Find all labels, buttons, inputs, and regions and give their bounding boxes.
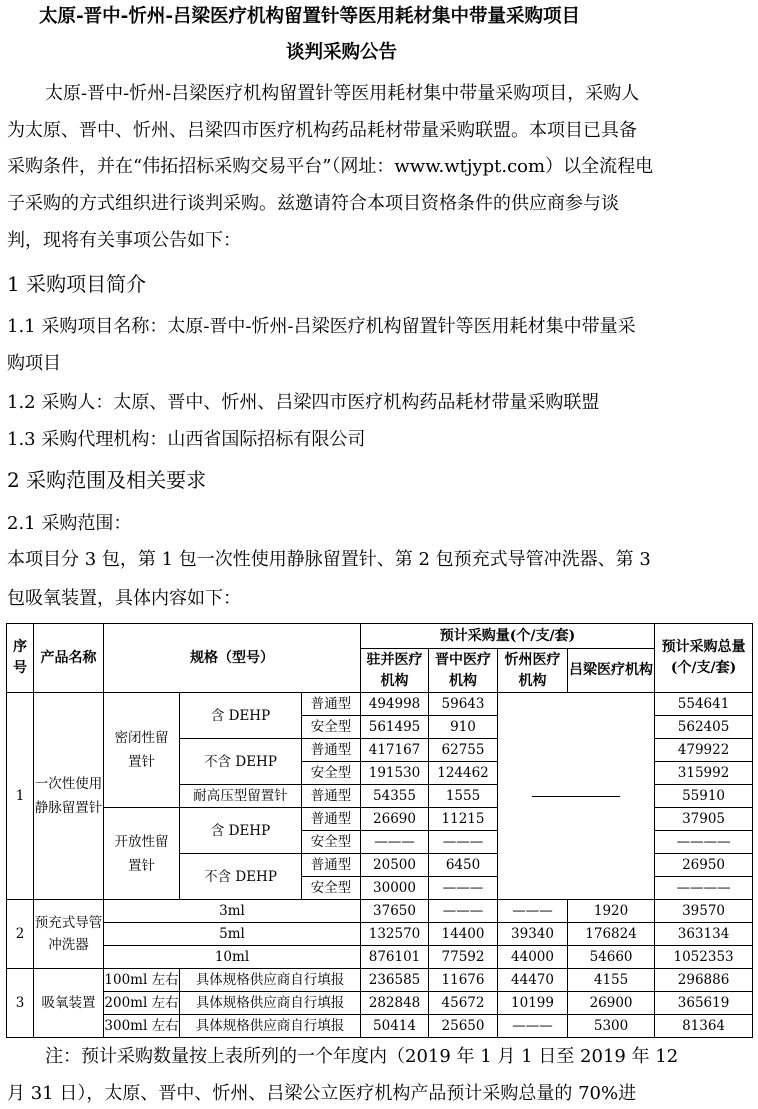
cell-taiyuan: 561495: [361, 716, 429, 739]
intro-line-3: 采购条件，并在“伟拓招标采购交易平台”（网址：www.wtjypt.com）以全流程电: [7, 156, 654, 177]
pkg3-desc: 具体规格供应商自行填报: [180, 969, 361, 992]
table-row: [7, 1015, 753, 1038]
cell-lvliang: 4155: [568, 969, 655, 992]
pkg3-product: 吸氧装置: [34, 969, 104, 1038]
type-safe: 安全型: [302, 831, 361, 854]
cell-lvliang: 176824: [568, 923, 655, 946]
pkg3-size: 200ml 左右: [104, 992, 180, 1015]
cell-taiyuan: 26690: [361, 808, 429, 831]
cell-lvliang: 5300: [568, 1015, 655, 1038]
cell-total: 37905: [655, 808, 753, 831]
cell-total: 554641: [655, 693, 753, 716]
header-jinzhong: 晋中医疗机构: [429, 649, 498, 693]
cell-taiyuan: 282848: [361, 992, 429, 1015]
header-taiyuan: 驻并医疗机构: [361, 649, 429, 693]
cell-xinzhou: ———: [498, 1015, 568, 1038]
table-row: [7, 992, 753, 1015]
cell-total: 365619: [655, 992, 753, 1015]
cell-total: ————: [655, 831, 753, 854]
cell-total: 315992: [655, 762, 753, 785]
header-xinzhou: 忻州医疗机构: [498, 649, 568, 693]
pkg1-nodehp-a: 不含 DEHP: [180, 739, 302, 785]
pkg1-blank: [498, 693, 655, 900]
intro-line-2: 为太原、晋中、忻州、吕梁四市医疗机构药品耗材带量采购联盟。本项目已具备: [7, 120, 637, 141]
pkg1-seq: 1: [7, 693, 34, 900]
cell-total: 479922: [655, 739, 753, 762]
cell-taiyuan: 417167: [361, 739, 429, 762]
header-lvliang: 吕梁医疗机构: [568, 649, 655, 693]
pkg3-size: 300ml 左右: [104, 1015, 180, 1038]
table-row: [7, 693, 753, 716]
title-line-2: 谈判采购公告: [286, 42, 398, 63]
cell-taiyuan: 876101: [361, 946, 429, 969]
cell-taiyuan: 30000: [361, 877, 429, 900]
section-1-heading: 1 采购项目简介: [7, 272, 147, 296]
cell-total: 39570: [655, 900, 753, 923]
item-2-1: 2.1 采购范围：: [7, 513, 132, 534]
cell-taiyuan: 50414: [361, 1015, 429, 1038]
section-2-heading: 2 采购范围及相关要求: [7, 468, 207, 492]
pkg1-highpressure: 耐高压型留置针: [180, 785, 302, 808]
pkg3-seq: 3: [7, 969, 34, 1038]
cell-xinzhou: 44000: [498, 946, 568, 969]
cell-jinzhong: 124462: [429, 762, 498, 785]
pkg3-desc: 具体规格供应商自行填报: [180, 992, 361, 1015]
pkg1-open: 开放性留置针: [104, 808, 180, 900]
cell-jinzhong: 45672: [429, 992, 498, 1015]
cell-taiyuan: 37650: [361, 900, 429, 923]
intro-line-4: 子采购的方式组织进行谈判采购。兹邀请符合本项目资格条件的供应商参与谈: [7, 193, 619, 214]
pkg1-closed: 密闭性留置针: [104, 693, 180, 808]
pkg2-seq: 2: [7, 900, 34, 969]
cell-taiyuan: 191530: [361, 762, 429, 785]
intro-line-5: 判，现将有关事项公告如下：: [7, 230, 241, 251]
pkg1-dehp-b: 含 DEHP: [180, 808, 302, 854]
pkg2-spec: 10ml: [104, 946, 361, 969]
pkg3-desc: 具体规格供应商自行填报: [180, 1015, 361, 1038]
type-normal: 普通型: [302, 854, 361, 877]
pkg1-product: 一次性使用静脉留置针: [34, 693, 104, 900]
header-spec: 规格（型号）: [104, 624, 361, 693]
scope-line-2: 包吸氧装置，具体内容如下：: [7, 588, 241, 609]
cell-total: 55910: [655, 785, 753, 808]
pkg1-dehp-a: 含 DEHP: [180, 693, 302, 739]
cell-taiyuan: 20500: [361, 854, 429, 877]
cell-xinzhou: ———: [498, 900, 568, 923]
type-normal: 普通型: [302, 693, 361, 716]
cell-xinzhou: 10199: [498, 992, 568, 1015]
pkg3-size: 100ml 左右: [104, 969, 180, 992]
table-row: [7, 900, 753, 923]
cell-total: 363134: [655, 923, 753, 946]
procurement-table: [6, 623, 753, 1038]
item-1-2: 1.2 采购人：太原、晋中、忻州、吕梁四市医疗机构药品耗材带量采购联盟: [7, 392, 600, 413]
cell-lvliang: 1920: [568, 900, 655, 923]
cell-total: 26950: [655, 854, 753, 877]
header-product: 产品名称: [34, 624, 104, 693]
pkg2-spec: 5ml: [104, 923, 361, 946]
table-row: [7, 969, 753, 992]
cell-jinzhong: 6450: [429, 854, 498, 877]
cell-total: 81364: [655, 1015, 753, 1038]
note-line-2: 月 31 日），太原、晋中、忻州、吕梁公立医疗机构产品预计采购总量的 70%进: [7, 1083, 637, 1104]
cell-jinzhong: 14400: [429, 923, 498, 946]
cell-jinzhong: 25650: [429, 1015, 498, 1038]
pkg1-nodehp-b: 不含 DEHP: [180, 854, 302, 900]
type-normal: 普通型: [302, 739, 361, 762]
cell-jinzhong: 1555: [429, 785, 498, 808]
cell-taiyuan: 494998: [361, 693, 429, 716]
cell-jinzhong: 77592: [429, 946, 498, 969]
header-planned: 预计采购量(个/支/套): [361, 624, 655, 649]
cell-jinzhong: ———: [429, 831, 498, 854]
item-1-1-line-2: 购项目: [7, 353, 61, 374]
cell-jinzhong: 11676: [429, 969, 498, 992]
cell-total: ————: [655, 877, 753, 900]
cell-jinzhong: ———: [429, 900, 498, 923]
type-safe: 安全型: [302, 877, 361, 900]
cell-lvliang: 26900: [568, 992, 655, 1015]
cell-jinzhong: 910: [429, 716, 498, 739]
type-safe: 安全型: [302, 762, 361, 785]
type-normal: 普通型: [302, 785, 361, 808]
cell-xinzhou: 39340: [498, 923, 568, 946]
cell-jinzhong: 59643: [429, 693, 498, 716]
note-line-1: 注：预计采购数量按上表所列的一个年度内（2019 年 1 月 1 日至 2019 年 12: [45, 1046, 679, 1067]
table-row: [7, 923, 753, 946]
dash-mark: [532, 796, 620, 797]
scope-line-1: 本项目分 3 包，第 1 包一次性使用静脉留置针、第 2 包预充式导管冲洗器、第 3: [7, 549, 651, 570]
item-1-3: 1.3 采购代理机构：山西省国际招标有限公司: [7, 429, 366, 450]
cell-jinzhong: 11215: [429, 808, 498, 831]
header-total: 预计采购总量(个/支/套): [655, 624, 753, 693]
cell-taiyuan: 132570: [361, 923, 429, 946]
title-line-1: 太原-晋中-忻州-吕梁医疗机构留置针等医用耗材集中带量采购项目: [39, 6, 581, 27]
cell-taiyuan: 236585: [361, 969, 429, 992]
cell-taiyuan: ———: [361, 831, 429, 854]
cell-taiyuan: 54355: [361, 785, 429, 808]
item-1-1-line-1: 1.1 采购项目名称：太原-晋中-忻州-吕梁医疗机构留置针等医用耗材集中带量采: [7, 316, 636, 337]
pkg2-spec: 3ml: [104, 900, 361, 923]
type-normal: 普通型: [302, 808, 361, 831]
cell-xinzhou: 44470: [498, 969, 568, 992]
cell-jinzhong: ———: [429, 877, 498, 900]
table-row: [7, 946, 753, 969]
cell-jinzhong: 62755: [429, 739, 498, 762]
cell-total: 296886: [655, 969, 753, 992]
pkg2-product: 预充式导管冲洗器: [34, 900, 104, 969]
cell-total: 562405: [655, 716, 753, 739]
type-safe: 安全型: [302, 716, 361, 739]
intro-line-1: 太原-晋中-忻州-吕梁医疗机构留置针等医用耗材集中带量采购项目，采购人: [45, 83, 640, 104]
cell-lvliang: 54660: [568, 946, 655, 969]
header-seq: 序号: [7, 624, 34, 693]
cell-total: 1052353: [655, 946, 753, 969]
